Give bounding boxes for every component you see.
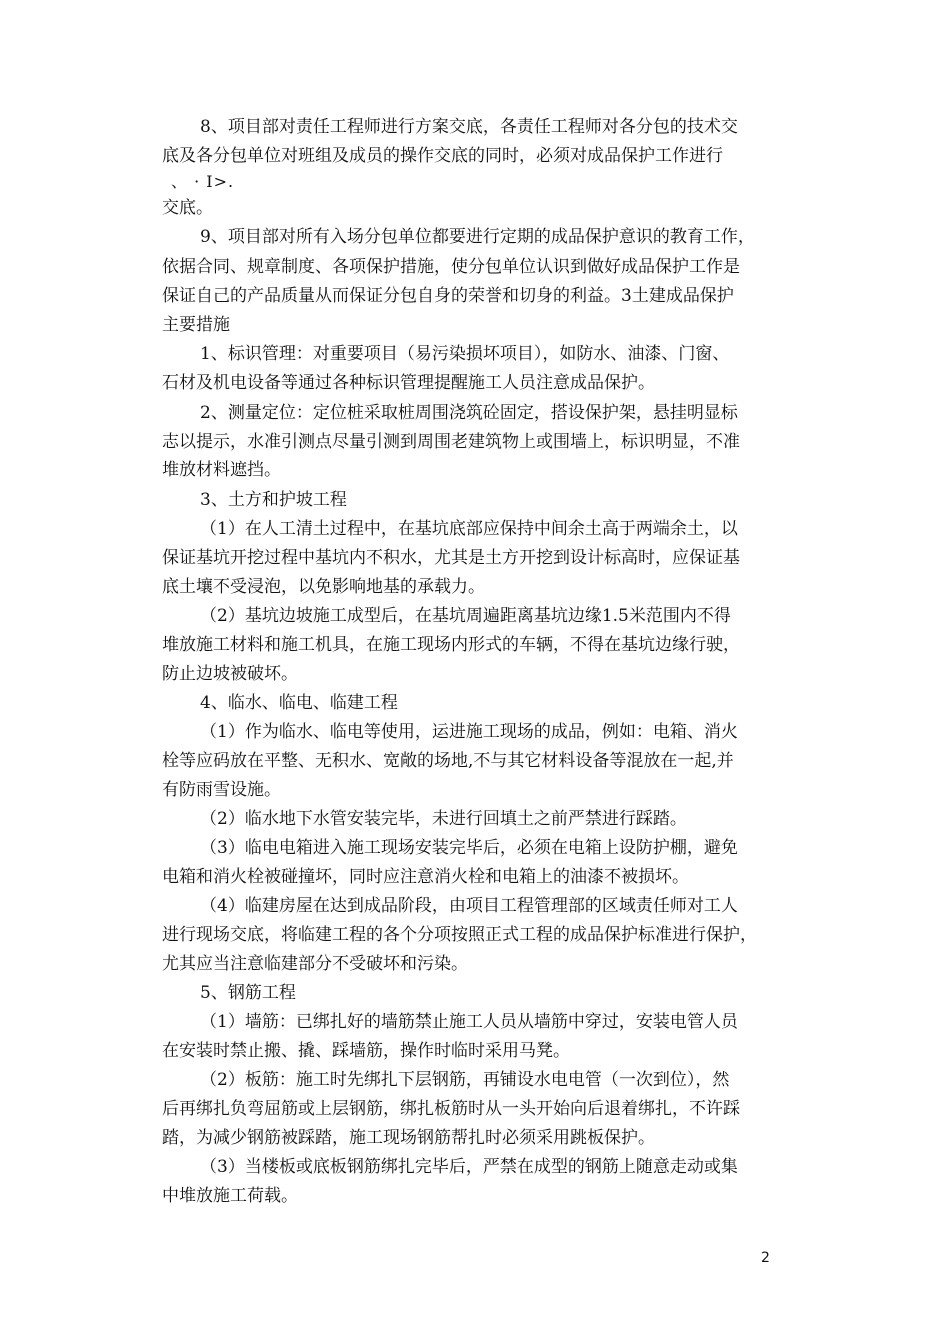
- text-line: 电箱和消火栓被碰撞坏，同时应注意消火栓和电箱上的油漆不被损坏。: [162, 867, 689, 887]
- text-line: 栓等应码放在平整、无积水、宽敞的场地,不与其它材料设备等混放在一起,并: [162, 751, 734, 771]
- text-line: 交底。: [162, 198, 213, 218]
- text-line: 踏，为减少钢筋被踩踏，施工现场钢筋帮扎时必须采用跳板保护。: [162, 1128, 655, 1148]
- text-line: 后再绑扎负弯屈筋或上层钢筋，绑扎板筋时从一头开始向后退着绑扎，不许踩: [162, 1099, 740, 1119]
- text-line: 堆放材料遮挡。: [162, 460, 281, 480]
- text-line: 进行现场交底，将临建工程的各个分项按照正式工程的成品保护标准进行保护，: [162, 925, 757, 945]
- section-heading: 4、临水、临电、临建工程: [200, 693, 398, 713]
- section-heading: 3、土方和护坡工程: [200, 490, 347, 510]
- section-heading: 5、钢筋工程: [200, 983, 296, 1003]
- text-line: （2）临水地下水管安装完毕，未进行回填土之前严禁进行踩踏。: [200, 809, 687, 829]
- text-line: 志以提示，水准引测点尽量引测到周围老建筑物上或围墙上，标识明显，不准: [162, 432, 740, 452]
- text-line: 中堆放施工荷载。: [162, 1186, 298, 1206]
- text-line: （1）墙筋：已绑扎好的墙筋禁止施工人员从墙筋中穿过，安装电管人员: [200, 1012, 738, 1032]
- text-line: 2、测量定位：定位桩采取桩周围浇筑砼固定，搭设保护架，悬挂明显标: [200, 403, 738, 423]
- text-line: 尤其应当注意临建部分不受破坏和污染。: [162, 954, 468, 974]
- text-line: 防止边坡被破坏。: [162, 664, 298, 684]
- text-line: 9、项目部对所有入场分包单位都要进行定期的成品保护意识的教育工作，: [200, 227, 755, 247]
- text-line: （3）临电电箱进入施工现场安装完毕后，必须在电箱上设防护棚，避免: [200, 838, 738, 858]
- text-line: （2）基坑边坡施工成型后，在基坑周遍距离基坑边缘1.5米范围内不得: [200, 606, 731, 626]
- scan-artifact-text: 、 · I>.: [171, 172, 235, 191]
- text-line: 依据合同、规章制度、各项保护措施，使分包单位认识到做好成品保护工作是: [162, 257, 740, 277]
- page-number: 2: [761, 1250, 770, 1266]
- text-line: 底土壤不受浸泡，以免影响地基的承载力。: [162, 577, 485, 597]
- text-line: 8、项目部对责任工程师进行方案交底，各责任工程师对各分包的技术交: [200, 117, 738, 137]
- text-line: 在安装时禁止搬、撬、踩墙筋，操作时临时采用马凳。: [162, 1041, 570, 1061]
- text-line: 主要措施: [162, 315, 230, 335]
- text-line: 底及各分包单位对班组及成员的操作交底的同时，必须对成品保护工作进行: [162, 146, 723, 166]
- text-line: （1）作为临水、临电等使用，运进施工现场的成品，例如：电箱、消火: [200, 722, 738, 742]
- text-line: （4）临建房屋在达到成品阶段，由项目工程管理部的区域责任师对工人: [200, 896, 738, 916]
- text-line: （1）在人工清土过程中，在基坑底部应保持中间余土高于两端余土，以: [200, 519, 738, 539]
- text-line: （2）板筋：施工时先绑扎下层钢筋，再铺设水电电管（一次到位），然: [200, 1070, 730, 1090]
- text-line: 堆放施工材料和施工机具，在施工现场内形式的车辆，不得在基坑边缘行驶，: [162, 635, 740, 655]
- text-line: 有防雨雪设施。: [162, 780, 281, 800]
- text-line: （3）当楼板或底板钢筋绑扎完毕后，严禁在成型的钢筋上随意走动或集: [200, 1157, 738, 1177]
- text-line: 1、标识管理：对重要项目（易污染损坏项目），如防水、油漆、门窗、: [200, 344, 730, 364]
- text-line: 石材及机电设备等通过各种标识管理提醒施工人员注意成品保护。: [162, 373, 655, 393]
- text-line: 保证自己的产品质量从而保证分包自身的荣誉和切身的利益。3土建成品保护: [162, 286, 734, 306]
- text-line: 保证基坑开挖过程中基坑内不积水，尤其是土方开挖到设计标高时，应保证基: [162, 548, 740, 568]
